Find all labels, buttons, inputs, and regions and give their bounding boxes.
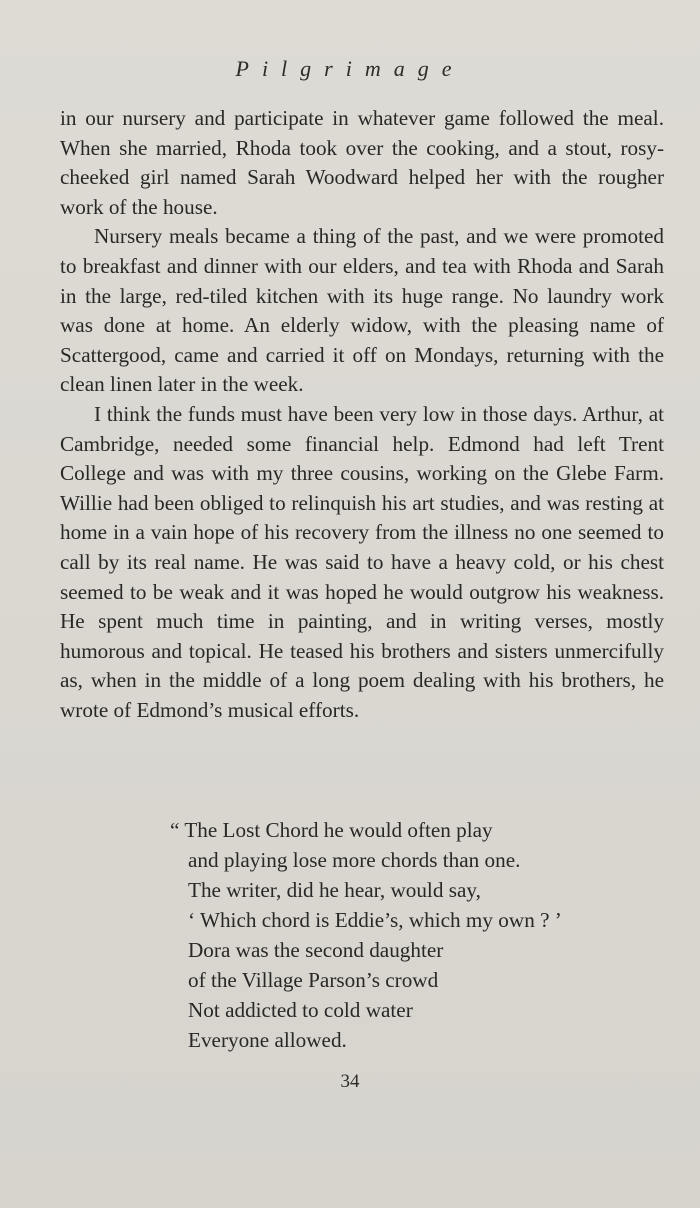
running-title: Pilgrimage — [235, 56, 465, 81]
verse-block — [170, 815, 650, 1055]
paragraph: I think the funds must have been very low in those days. Arthur, at Cambridge, needed some financial help. Edmond had left Trent College and was with my three cousins, working on the Glebe Farm. Willie had been obliged to relinquish his art studies, and was resting at home in a vain hope of his recovery from the illness no one seemed to call by its real name. He was said to have a heavy cold, or his chest seemed to be weak and it was hoped he would outgrow his weakness. He spent much time in painting, and in writing verses, mostly humorous and topical. He teased his brothers and sisters unmercifully as, when in the middle of a long poem dealing with his brothers, he wrote of Edmond’s musical efforts. — [60, 401, 664, 722]
page-number: 34 — [340, 1071, 360, 1092]
verse-line: Dora was the second daughter — [188, 938, 444, 962]
paragraph: Nursery meals became a thing of the past, and we were promoted to breakfast and dinner with our elders, and tea with Rhoda and Sarah in the large, red-tiled kitchen with its huge range. No laundry work was done at home. An elderly widow, with the pleasing name of Scattergood, came and carried it off on Mondays, returning with the clean linen later in the week. — [60, 224, 664, 397]
verse-line: Everyone allowed. — [188, 1028, 347, 1052]
verse-line: ‘ Which chord is Eddie’s, which my own ? ’ — [188, 908, 562, 932]
body-text — [60, 104, 664, 725]
verse-line: “ The Lost Chord he would often play — [170, 818, 493, 842]
verse-line: Not addicted to cold water — [188, 998, 413, 1022]
paragraph-continued: in our nursery and participate in whatever game followed the meal. When she married, Rhoda took over the cooking, and a stout, rosy-cheeked girl named Sarah Woodward helped her with the rougher work of the house. — [60, 106, 664, 219]
verse-line: and playing lose more chords than one. — [188, 848, 521, 872]
verse-line: of the Village Parson’s crowd — [188, 968, 439, 992]
verse-line: The writer, did he hear, would say, — [188, 878, 481, 902]
